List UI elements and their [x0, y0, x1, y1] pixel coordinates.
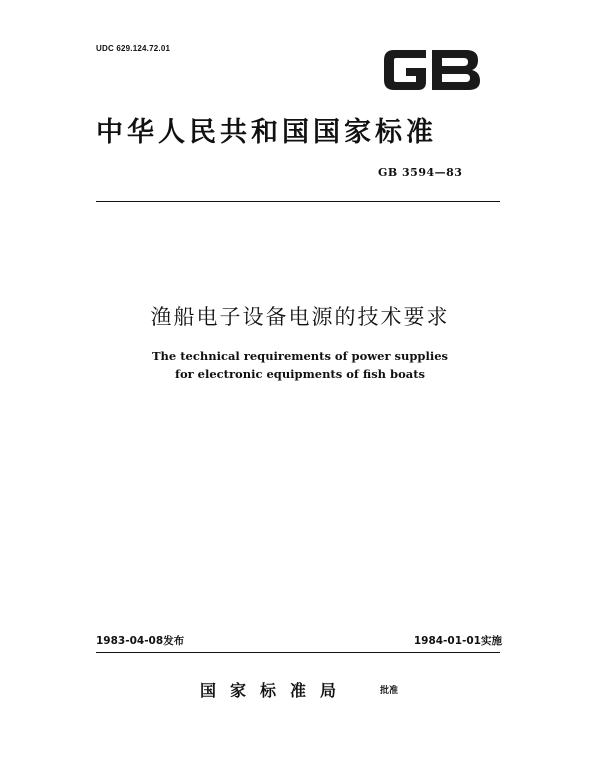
english-title-line-1: The technical requirements of power supplies	[151, 349, 448, 363]
approve-label: 批准	[380, 686, 399, 696]
issue-date: 1983-04-08发布	[96, 635, 185, 647]
top-divider	[96, 201, 500, 202]
standard-title: 中华人民共和国国家标准	[96, 117, 437, 148]
english-title-line-2: for electronic equipments of fish boats	[175, 367, 425, 381]
gb-logo	[380, 44, 484, 96]
english-title	[0, 347, 600, 383]
standard-code: GB 3594—83	[378, 166, 463, 179]
effective-date: 1984-01-01实施	[413, 635, 502, 647]
udc-number: UDC 629.124.72.01	[96, 44, 171, 53]
chinese-title: 渔船电子设备电源的技术要求	[150, 305, 450, 329]
gb-logo-mark	[380, 44, 484, 96]
issuing-bureau: 国家标准局	[200, 681, 351, 700]
bottom-divider	[96, 652, 500, 653]
